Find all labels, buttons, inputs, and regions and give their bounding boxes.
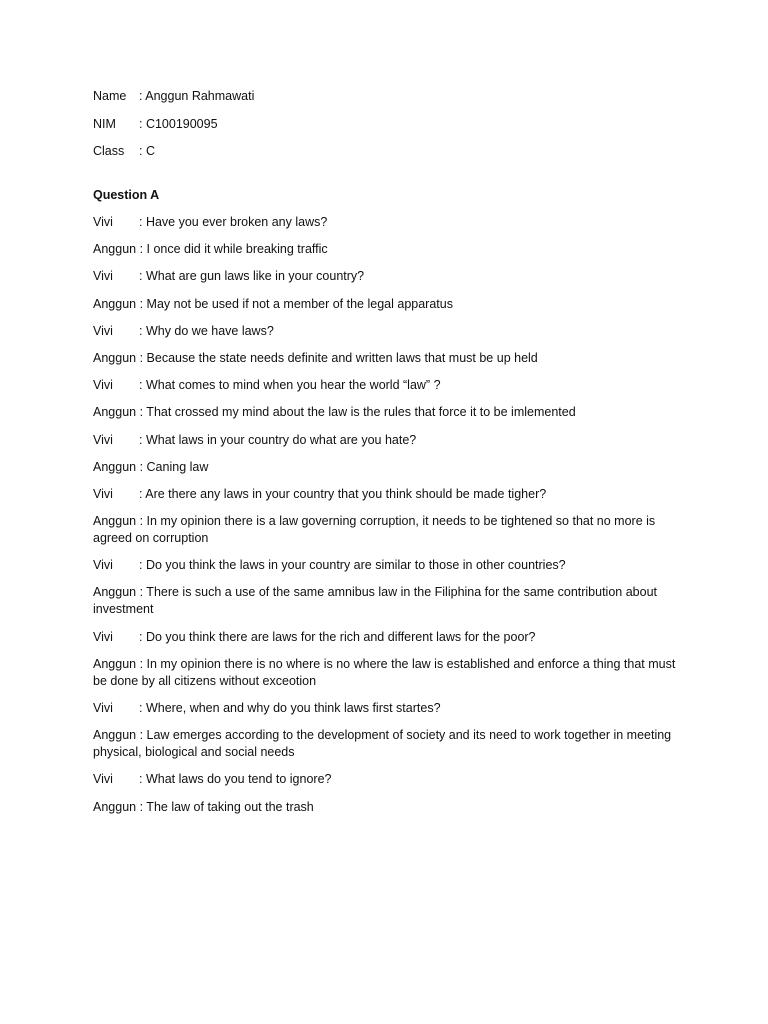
speaker-name: Anggun: [93, 799, 137, 814]
dialogue-text: : Because the state needs definite and written laws that must be up held: [136, 350, 538, 365]
speaker-name: Anggun: [93, 296, 137, 311]
dialogue-text: : May not be used if not a member of the legal apparatus: [136, 296, 453, 311]
dialogue-turn: [93, 432, 683, 449]
speaker-name: Anggun: [93, 459, 137, 474]
speaker-name: Vivi: [93, 701, 113, 715]
dialogue-turn: [93, 584, 683, 618]
name-row: [93, 88, 683, 105]
dialogue-turn: [93, 214, 683, 231]
dialogue-text: : Do you think there are laws for the rich and different laws for the poor?: [139, 629, 536, 644]
class-row: [93, 143, 683, 160]
dialogue-text: : Do you think the laws in your country are similar to those in other countries?: [139, 558, 566, 573]
speaker-name: Vivi: [93, 486, 113, 501]
speaker-name: Vivi: [93, 432, 113, 447]
nim-label: NIM: [93, 116, 116, 131]
dialogue-text: : That crossed my mind about the law is the rules that force it to be imlemented: [136, 405, 576, 420]
dialogue-turn: [93, 486, 683, 503]
speaker-name: Anggun: [93, 656, 137, 671]
dialogue-turn: [93, 323, 683, 340]
dialogue-text: : Are there any laws in your country that you think should be made tigher?: [139, 486, 547, 501]
speaker-name: Anggun: [93, 405, 137, 420]
dialogue-text: : What laws do you tend to ignore?: [139, 772, 332, 787]
dialogue-text: : What laws in your country do what are you hate?: [139, 432, 417, 447]
dialogue-text: : In my opinion there is a law governing corruption, it needs to be tightened so that no more is agreed on corruption: [93, 514, 656, 546]
dialogue-turn: [93, 241, 683, 258]
dialogue-text: : Law emerges according to the development of society and its need to work together in meeting physical, biological and social needs: [93, 728, 672, 760]
dialogue-turn: [93, 513, 683, 547]
dialogue-list: [93, 214, 683, 816]
dialogue-text: : I once did it while breaking traffic: [136, 242, 328, 257]
dialogue-turn: [93, 799, 683, 816]
document-page: [93, 88, 683, 826]
dialogue-text: : Where, when and why do you think laws first startes?: [139, 701, 441, 715]
dialogue-text: : What are gun laws like in your country?: [139, 269, 365, 284]
speaker-name: Anggun: [93, 242, 137, 257]
speaker-name: Anggun: [93, 350, 137, 365]
dialogue-turn: [93, 727, 683, 761]
dialogue-text: : Have you ever broken any laws?: [139, 215, 328, 229]
nim-value: : C100190095: [139, 116, 218, 131]
dialogue-turn: [93, 404, 683, 421]
nim-row: [93, 116, 683, 133]
dialogue-text: : In my opinion there is no where is no where the law is established and enforce a thing that must be done by all citizens without exceotion: [93, 656, 676, 688]
speaker-name: Anggun: [93, 728, 137, 743]
dialogue-text: : The law of taking out the trash: [136, 799, 314, 814]
speaker-name: Vivi: [93, 323, 113, 338]
speaker-name: Vivi: [93, 629, 113, 644]
dialogue-turn: [93, 656, 683, 690]
dialogue-turn: [93, 296, 683, 313]
dialogue-turn: [93, 557, 683, 574]
dialogue-text: : Why do we have laws?: [139, 323, 274, 338]
speaker-name: Anggun: [93, 585, 137, 600]
class-label: Class: [93, 144, 125, 158]
dialogue-turn: [93, 377, 683, 394]
dialogue-turn: [93, 350, 683, 367]
speaker-name: Vivi: [93, 269, 113, 284]
speaker-name: Vivi: [93, 215, 113, 229]
speaker-name: Vivi: [93, 558, 113, 573]
class-value: : C: [139, 144, 155, 158]
dialogue-text: : What comes to mind when you hear the world “law” ?: [139, 378, 441, 393]
section-heading: Question A: [93, 188, 160, 202]
dialogue-text: : There is such a use of the same amnibus law in the Filiphina for the same contribution about investment: [93, 585, 657, 617]
name-value: : Anggun Rahmawati: [139, 89, 255, 103]
dialogue-turn: [93, 459, 683, 476]
speaker-name: Vivi: [93, 378, 113, 393]
dialogue-turn: [93, 268, 683, 285]
dialogue-turn: [93, 629, 683, 646]
name-label: Name: [93, 89, 127, 103]
speaker-name: Vivi: [93, 772, 113, 787]
dialogue-turn: [93, 771, 683, 788]
speaker-name: Anggun: [93, 514, 137, 529]
dialogue-text: : Caning law: [136, 459, 209, 474]
dialogue-turn: [93, 700, 683, 717]
